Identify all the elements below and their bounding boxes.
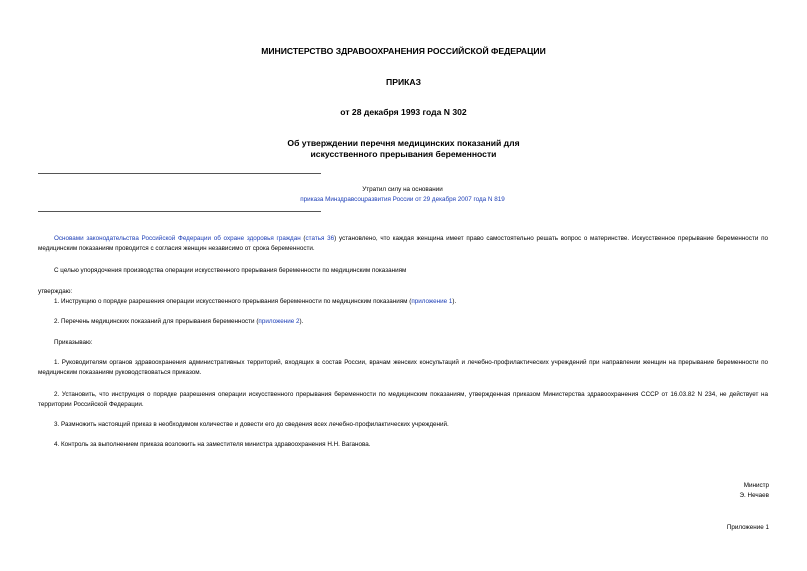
appendix-2-link[interactable]: приложение 2 bbox=[258, 318, 300, 325]
article-36-link[interactable]: статья 36 bbox=[305, 235, 335, 242]
date-number-heading: от 28 декабря 1993 года N 302 bbox=[340, 107, 467, 117]
approve-item-1-text: 1. Инструкцию о порядке разрешения операции искусственного прерывания беременности по медицинским показаниям ( bbox=[54, 298, 412, 305]
status-note-text: Утратил силу на основании bbox=[362, 186, 443, 193]
ministry-heading: МИНИСТЕРСТВО ЗДРАВООХРАНЕНИЯ РОССИЙСКОЙ ФЕДЕРАЦИИ bbox=[261, 46, 546, 56]
title-line-1: Об утверждении перечня медицинских показаний для bbox=[287, 138, 520, 148]
order-item-1: 1. Руководителям органов здравоохранения административных территорий, входящих в состав России, врачам женских консультаций и лечебно-профилактических учреждений при направлении женщин на прерывание беременности по медицинским показаниям руководствоваться приказом. bbox=[38, 359, 768, 376]
bottom-divider bbox=[38, 211, 321, 212]
appendix-1-link[interactable]: приложение 1 bbox=[411, 298, 453, 305]
intro-rest-text: ) установлено, что каждая женщина имеет право самостоятельно решать вопрос о материнстве. Искусственное прерывание беременности по медицинским показаниям проводится с согласия женщин независимо от срока беременности. bbox=[38, 235, 768, 252]
approve-item-2 bbox=[38, 317, 768, 327]
purpose-paragraph: С целью упорядочения производства операции искусственного прерывания беременности по медицинским показаниям bbox=[54, 267, 407, 274]
approve-item-2-text: 2. Перечень медицинских показаний для прерывания беременности ( bbox=[54, 318, 259, 325]
approve-item-2-close: ). bbox=[299, 318, 304, 325]
top-divider bbox=[38, 173, 321, 174]
intro-open-paren: ( bbox=[300, 235, 306, 242]
repeal-order-link[interactable]: приказа Минздравсоцразвития России от 29 декабря 2007 года N 819 bbox=[300, 196, 505, 203]
doc-type-heading: ПРИКАЗ bbox=[386, 77, 421, 87]
approve-item-1-close: ). bbox=[452, 298, 457, 305]
signature-name: Э. Нечаев bbox=[739, 492, 769, 499]
order-item-2: 2. Установить, что инструкция о порядке разрешения операции искусственного прерывания беременности по медицинским показаниям, утвержденная приказом Министерства здравоохранения СССР от 16.03.82 N 234, не действует на территории Российской Федерации. bbox=[38, 391, 768, 408]
health-law-link[interactable]: Основами законодательства Российской Федерации об охране здоровья граждан bbox=[54, 235, 301, 242]
title-line-2: искусственного прерывания беременности bbox=[310, 149, 497, 159]
approve-label: утверждаю: bbox=[38, 288, 73, 295]
approve-item-1 bbox=[38, 297, 768, 307]
order-label: Приказываю: bbox=[54, 339, 93, 346]
order-item-4: 4. Контроль за выполнением приказа возложить на заместителя министра здравоохранения Н.Н. Ваганова. bbox=[54, 441, 371, 448]
appendix-label: Приложение 1 bbox=[726, 524, 769, 531]
intro-paragraph bbox=[38, 234, 768, 254]
order-item-3: 3. Размножить настоящий приказ в необходимом количестве и довести его до сведения всех лечебно-профилактических учреждений. bbox=[54, 421, 449, 428]
status-note-link-line bbox=[200, 195, 605, 204]
signature-title: Министр bbox=[743, 482, 769, 489]
